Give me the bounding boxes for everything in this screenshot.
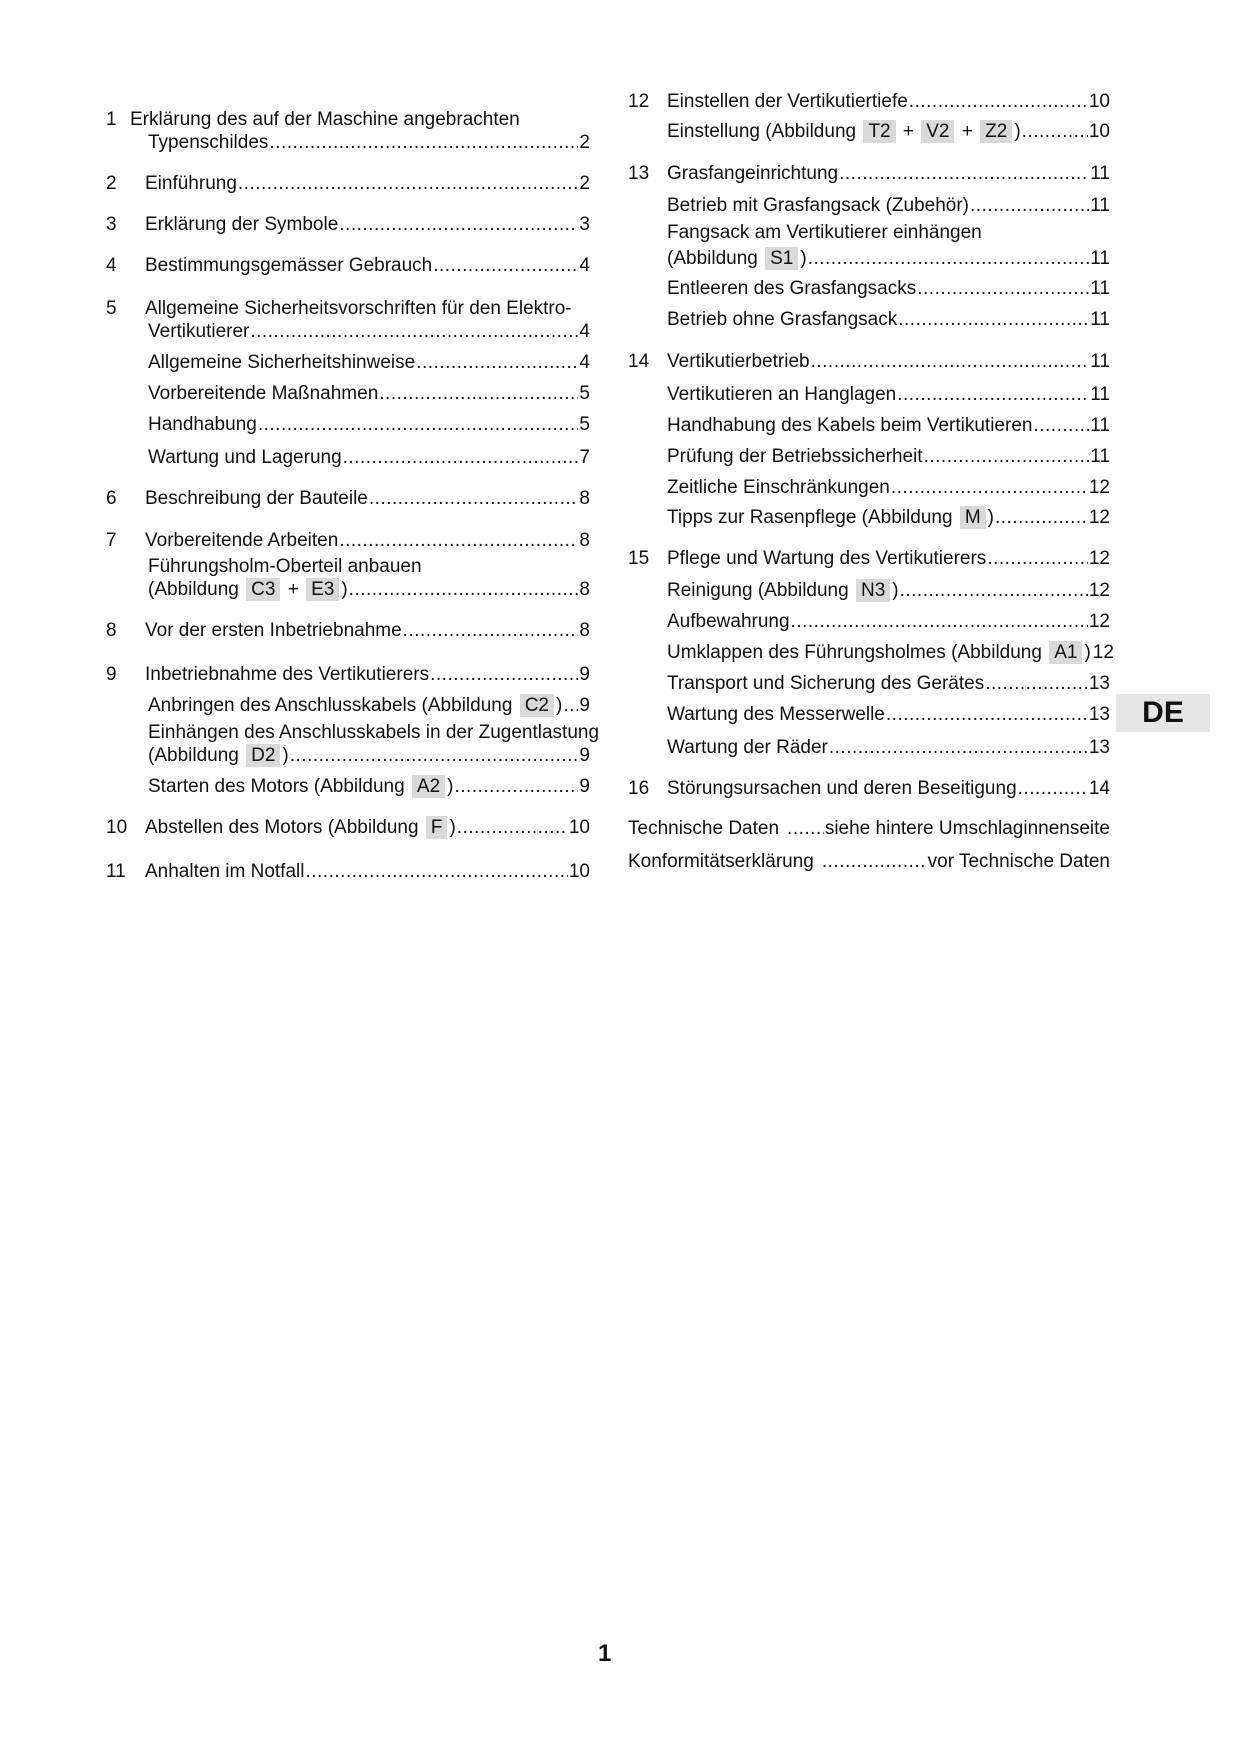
toc-subentry[interactable]: [106, 721, 600, 767]
leader-dots: [891, 476, 1088, 499]
toc-subentry[interactable]: [628, 383, 1110, 406]
toc-page: 12: [1088, 477, 1110, 498]
toc-title: Einführung: [145, 173, 237, 194]
toc-page: 11: [1090, 351, 1110, 372]
toc-number: 7: [106, 530, 117, 551]
toc-subtitle: Wartung und Lagerung: [148, 447, 342, 468]
toc-subentry[interactable]: [628, 506, 1110, 529]
leader-dots: [339, 213, 578, 236]
toc-page: 2: [579, 173, 590, 194]
figure-ref-prefix: Starten des Motors (Abbildung: [148, 776, 405, 797]
toc-title: Erklärung der Symbole: [145, 214, 339, 235]
toc-page: 11: [1090, 384, 1110, 405]
toc-subentry[interactable]: [628, 120, 1110, 143]
toc-subentry[interactable]: [106, 446, 590, 469]
toc-number: 11: [106, 861, 126, 882]
leader-dots: [924, 445, 1090, 468]
toc-number: 15: [628, 548, 650, 569]
toc-page: 5: [579, 414, 590, 435]
toc-subentry[interactable]: [628, 445, 1110, 468]
toc-subentry[interactable]: [106, 694, 590, 717]
figure-ref-suffix: ): [1014, 121, 1021, 142]
toc-title: Pflege und Wartung des Vertikutierers: [667, 548, 987, 569]
toc-page: 10: [568, 817, 590, 838]
toc-page: 9: [579, 776, 590, 797]
toc-subtitle: Zeitliche Einschränkungen: [667, 477, 890, 498]
leader-dots: [403, 619, 579, 642]
leader-dots: [808, 247, 1090, 270]
toc-page: 8: [579, 530, 590, 551]
toc-subentry[interactable]: [628, 221, 1110, 270]
toc-number: 9: [106, 664, 117, 685]
figure-badge: C2: [520, 694, 554, 717]
toc-entry-9[interactable]: [106, 663, 590, 686]
toc-page: 9: [579, 745, 590, 766]
figure-ref-prefix: (Abbildung: [148, 745, 239, 766]
toc-subtitle: [667, 579, 899, 602]
toc-subtitle: Wartung des Messerwelle: [667, 704, 885, 725]
toc-subtitle: Aufbewahrung: [667, 611, 790, 632]
toc-number: 16: [628, 778, 650, 799]
toc-number: 5: [106, 298, 117, 319]
toc-subentry[interactable]: [106, 413, 590, 436]
toc-subtitle: Einhängen des Anschlusskabels in der Zugentlastung: [148, 722, 600, 743]
toc-subentry[interactable]: [106, 555, 590, 601]
leader-dots: [811, 350, 1090, 373]
toc-subtitle-cont: [148, 744, 289, 767]
toc-number: 14: [628, 351, 650, 372]
toc-page: 14: [1088, 778, 1110, 799]
toc-title: Konformitätserklärung: [628, 851, 814, 872]
toc-title: Vor der ersten Inbetriebnahme: [145, 620, 402, 641]
leader-dots: [430, 663, 578, 686]
leader-dots: [995, 506, 1088, 529]
figure-ref-prefix: Einstellung (Abbildung: [667, 121, 857, 142]
leader-dots: [909, 90, 1088, 113]
toc-title: Bestimmungsgemässer Gebrauch: [145, 255, 433, 276]
figure-badge: Z2: [980, 120, 1012, 143]
toc-subtitle: [667, 506, 994, 529]
toc-subentry[interactable]: [106, 351, 590, 374]
toc-reference: vor Technische Daten: [927, 851, 1110, 872]
toc-page: 8: [579, 579, 590, 600]
toc-number: 8: [106, 620, 117, 641]
toc-page: 12: [1088, 548, 1110, 569]
leader-dots: [987, 547, 1088, 570]
figure-badge: F: [426, 816, 448, 839]
figure-ref-suffix: ): [282, 745, 289, 766]
toc-page: 11: [1090, 309, 1110, 330]
figure-ref-suffix: ): [341, 579, 348, 600]
toc-title: Inbetriebnahme des Vertikutierers: [145, 664, 430, 685]
toc-subtitle: [667, 120, 1021, 143]
toc-entry-6[interactable]: [106, 487, 590, 510]
leader-dots: [238, 172, 579, 195]
leader-dots: [791, 610, 1088, 633]
leader-dots: [455, 775, 579, 798]
toc-page: 13: [1088, 673, 1110, 694]
toc-subtitle: [148, 775, 454, 798]
toc-subentry[interactable]: [628, 579, 1110, 602]
toc-entry-8[interactable]: [106, 619, 590, 642]
toc-page: 3: [579, 214, 590, 235]
toc-title: Vertikutierbetrieb: [667, 351, 810, 372]
leader-dots: [1033, 414, 1089, 437]
toc-page: 11: [1090, 248, 1110, 269]
toc-number: 6: [106, 488, 117, 509]
leader-dots: [898, 308, 1089, 331]
toc-subentry[interactable]: [628, 476, 1110, 499]
leader-dots: [917, 277, 1089, 300]
figure-ref-prefix: Umklappen des Führungsholmes (Abbildung: [667, 642, 1042, 663]
figure-ref-suffix: ): [447, 776, 454, 797]
toc-title: Technische Daten: [628, 818, 780, 839]
toc-title: Allgemeine Sicherheitsvorschriften für den Elektro-: [145, 298, 572, 319]
figure-ref-prefix: (Abbildung: [148, 579, 239, 600]
toc-title: Grasfangeinrichtung: [667, 163, 839, 184]
toc-subtitle-cont: [148, 578, 348, 601]
toc-page: 13: [1088, 737, 1110, 758]
leader-dots: [970, 194, 1089, 217]
figure-badge: E3: [306, 578, 339, 601]
leader-dots: [1022, 120, 1088, 143]
toc-entry-10[interactable]: [106, 816, 590, 839]
toc-page: 11: [1090, 163, 1110, 184]
leader-dots: [269, 131, 578, 154]
leader-dots: [369, 487, 579, 510]
toc-number: 13: [628, 163, 650, 184]
leader-dots: [563, 694, 578, 717]
toc-page: 8: [579, 620, 590, 641]
toc-page: 11: [1090, 446, 1110, 467]
leader-dots: [339, 529, 578, 552]
toc-page: 2: [579, 132, 590, 153]
toc-entry-15[interactable]: [628, 547, 1110, 570]
toc-subtitle: Handhabung des Kabels beim Vertikutieren: [667, 415, 1033, 436]
toc-subtitle: [148, 694, 562, 717]
figure-badge: S1: [765, 247, 798, 270]
leader-dots: [457, 816, 568, 839]
figure-ref-suffix: ): [449, 817, 456, 838]
toc-subentry[interactable]: [628, 641, 1114, 664]
toc-page: 12: [1092, 642, 1114, 663]
leader-dots: [1018, 777, 1088, 800]
toc-entry-5[interactable]: [106, 297, 590, 343]
toc-title: Anhalten im Notfall: [145, 861, 305, 882]
figure-ref-prefix: Anbringen des Anschlusskabels (Abbildung: [148, 695, 513, 716]
toc-subtitle: Wartung der Räder: [667, 737, 828, 758]
toc-number: 4: [106, 255, 117, 276]
toc-subentry[interactable]: [628, 736, 1110, 759]
toc-page: 10: [568, 861, 590, 882]
toc-subtitle: Fangsack am Vertikutierer einhängen: [667, 222, 982, 243]
toc-subtitle-cont: [667, 247, 807, 270]
toc-title: Störungsursachen und deren Beseitigung: [667, 778, 1017, 799]
toc-page: 11: [1090, 195, 1110, 216]
toc-reference: siehe hintere Umschlaginnenseite: [824, 818, 1110, 839]
toc-entry-1[interactable]: [106, 108, 590, 154]
figure-badge: M: [960, 506, 986, 529]
toc-subtitle: Betrieb mit Grasfangsack (Zubehör): [667, 195, 970, 216]
toc-page: 13: [1088, 704, 1110, 725]
toc-subentry[interactable]: [628, 610, 1110, 633]
toc-page: 4: [579, 255, 590, 276]
toc-subtitle: Transport und Sicherung des Gerätes: [667, 673, 985, 694]
leader-dots: [985, 672, 1088, 695]
toc-entry-3[interactable]: [106, 213, 590, 236]
leader-dots: [900, 579, 1088, 602]
toc-subentry[interactable]: [106, 775, 590, 798]
toc-subentry[interactable]: [628, 672, 1110, 695]
toc-subentry[interactable]: [628, 194, 1110, 217]
toc-subentry[interactable]: [628, 703, 1110, 726]
toc-subtitle: [667, 641, 1091, 664]
leader-dots: [343, 446, 579, 469]
toc-entry-11[interactable]: [106, 860, 590, 883]
toc-title: Vorbereitende Arbeiten: [145, 530, 339, 551]
leader-dots: [822, 850, 924, 873]
leader-dots: [433, 254, 578, 277]
figure-ref-suffix: ): [800, 248, 807, 269]
figure-ref-prefix: Reinigung (Abbildung: [667, 580, 849, 601]
toc-page: 10: [1088, 91, 1110, 112]
toc-entry-2[interactable]: [106, 172, 590, 195]
toc-subentry[interactable]: [628, 277, 1110, 300]
toc-page: 11: [1090, 415, 1110, 436]
toc-subentry[interactable]: [106, 382, 590, 405]
leader-dots: [787, 817, 824, 840]
toc-left-column: [106, 108, 600, 883]
toc-subtitle: Prüfung der Betriebssicherheit: [667, 446, 923, 467]
toc-page: 5: [579, 383, 590, 404]
toc-number: 12: [628, 91, 650, 112]
toc-subentry[interactable]: [628, 308, 1110, 331]
plus-sign: +: [287, 579, 299, 600]
figure-badge: T2: [863, 120, 895, 143]
figure-ref-suffix: ): [987, 507, 994, 528]
toc-page: 10: [1088, 121, 1110, 142]
leader-dots: [416, 351, 578, 374]
figure-badge: A1: [1049, 641, 1082, 664]
toc-page: 8: [579, 488, 590, 509]
toc-entry-12[interactable]: [628, 90, 1110, 113]
figure-ref-prefix: (Abbildung: [667, 248, 758, 269]
toc-page: 4: [579, 321, 590, 342]
toc-title: Einstellen der Vertikutiertiefe: [667, 91, 908, 112]
toc-subtitle: Betrieb ohne Grasfangsack: [667, 309, 898, 330]
toc-subtitle: Allgemeine Sicherheitshinweise: [148, 352, 416, 373]
figure-badge: C3: [246, 578, 280, 601]
leader-dots: [379, 382, 578, 405]
plus-sign: +: [961, 121, 973, 142]
toc-entry-4[interactable]: [106, 254, 590, 277]
leader-dots: [886, 703, 1088, 726]
toc-entry-7[interactable]: [106, 529, 590, 552]
toc-number: 10: [106, 817, 128, 838]
leader-dots: [349, 578, 579, 601]
toc-number: 3: [106, 214, 117, 235]
figure-ref-suffix: ): [892, 580, 899, 601]
plus-sign: +: [902, 121, 914, 142]
toc-subentry[interactable]: [628, 414, 1110, 437]
language-tab-de[interactable]: DE: [1116, 694, 1210, 732]
leader-dots: [305, 860, 567, 883]
toc-subtitle: Handhabung: [148, 414, 257, 435]
figure-badge: N3: [856, 579, 890, 602]
toc-title: Erklärung des auf der Maschine angebrachten: [130, 109, 520, 130]
toc-number: 1: [106, 109, 117, 130]
leader-dots: [258, 413, 579, 436]
toc-entry-13[interactable]: [628, 162, 1110, 185]
toc-technical-data[interactable]: [628, 817, 1110, 840]
toc-page: 9: [579, 695, 590, 716]
toc-title: [145, 816, 456, 839]
toc-title: Beschreibung der Bauteile: [145, 488, 368, 509]
leader-dots: [829, 736, 1088, 759]
leader-dots: [250, 320, 578, 343]
toc-page: 9: [579, 664, 590, 685]
figure-ref-suffix: ): [555, 695, 563, 716]
figure-ref-prefix: Abstellen des Motors (Abbildung: [145, 817, 419, 838]
figure-ref-suffix: ): [1084, 642, 1091, 663]
toc-entry-14[interactable]: [628, 350, 1110, 373]
toc-page: 4: [579, 352, 590, 373]
toc-title-cont: Typenschildes: [148, 132, 269, 153]
figure-badge: A2: [412, 775, 445, 798]
toc-page: 12: [1088, 507, 1110, 528]
page-number: 1: [598, 1640, 612, 1667]
leader-dots: [839, 162, 1089, 185]
leader-dots: [897, 383, 1089, 406]
toc-page: 12: [1088, 580, 1110, 601]
toc-right-column: [628, 90, 1114, 873]
toc-number: 2: [106, 173, 117, 194]
leader-dots: [290, 744, 579, 767]
toc-subtitle: Vorbereitende Maßnahmen: [148, 383, 379, 404]
toc-entry-16[interactable]: [628, 777, 1110, 800]
toc-page: 11: [1090, 278, 1110, 299]
toc-page: 7: [579, 447, 590, 468]
figure-ref-prefix: Tipps zur Rasenpflege (Abbildung: [667, 507, 953, 528]
toc-subtitle: Führungsholm-Oberteil anbauen: [148, 556, 422, 577]
figure-badge: V2: [921, 120, 954, 143]
toc-subtitle: Vertikutieren an Hanglagen: [667, 384, 897, 405]
toc-page: 12: [1088, 611, 1110, 632]
toc-title-cont: Vertikutierer: [148, 321, 250, 342]
toc-conformity[interactable]: [628, 850, 1110, 873]
toc-subtitle: Entleeren des Grasfangsacks: [667, 278, 917, 299]
figure-badge: D2: [246, 744, 280, 767]
